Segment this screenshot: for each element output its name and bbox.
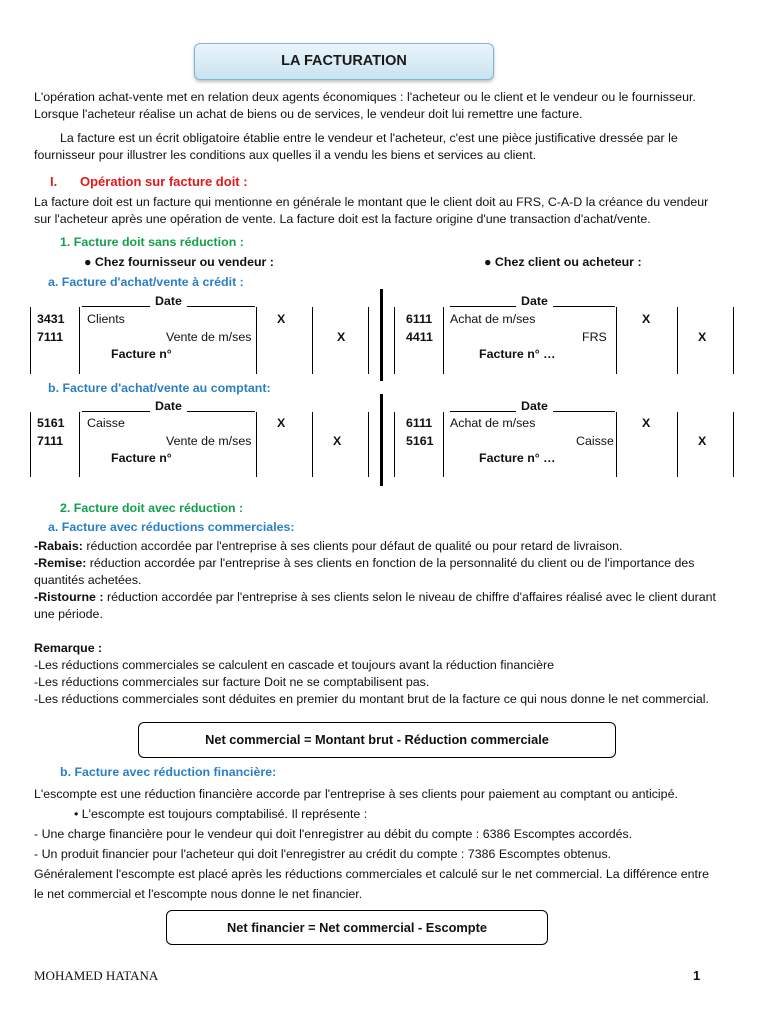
account-number: 6111: [406, 312, 433, 326]
account-label: Clients: [87, 312, 125, 326]
ristourne-line: [34, 589, 746, 606]
text-line: sur l'acheteur après une opération de vente. La facture doit est la facture origine d'une transaction d'achat/vente.: [34, 212, 651, 226]
subheading-credit: a. Facture d'achat/vente à crédit :: [48, 275, 244, 289]
subheading-financial-reduction: b. Facture avec réduction financière:: [60, 765, 277, 779]
journal-date: Date: [155, 399, 182, 413]
amount-mark: X: [698, 330, 707, 344]
remarque-line: -Les réductions commerciales sur facture Doit ne se comptabilisent pas.: [34, 675, 430, 689]
account-number: 7111: [37, 434, 64, 448]
invoice-ref: Facture n°: [111, 347, 172, 361]
amount-mark: X: [277, 416, 286, 430]
amount-mark: X: [642, 312, 651, 326]
amount-mark: X: [642, 416, 651, 430]
account-number: 5161: [406, 434, 434, 448]
amount-mark: X: [277, 312, 286, 326]
escompte-line: le net commercial et l'escompte nous donne le net financier.: [34, 887, 363, 901]
account-number: 6111: [406, 416, 433, 430]
account-number: 4411: [406, 330, 433, 344]
account-label: Achat de m/ses: [450, 312, 536, 326]
text-line: La facture doit est un facture qui mentionne en générale le montant que le client doit au FRS, C-A-D la créance du vendeur: [34, 195, 709, 209]
amount-mark: X: [333, 434, 342, 448]
remarque-title: Remarque :: [34, 641, 103, 655]
escompte-line: - Une charge financière pour le vendeur qui doit l'enregistrer au débit du compte : 6386 Escomptes accordés.: [34, 827, 633, 841]
net-financier-formula: Net financier = Net commercial - Escompte: [166, 910, 548, 945]
term: -Remise:: [34, 556, 87, 570]
escompte-line: - Un produit financier pour l'acheteur qui doit l'enregistrer au crédit du compte : 7386 Escomptes obtenus.: [34, 847, 612, 861]
remarque-line: -Les réductions commerciales se calculent en cascade et toujours avant la réduction financière: [34, 658, 554, 672]
account-label: Vente de m/ses: [166, 434, 252, 448]
intro-line: La facture est un écrit obligatoire établie entre le vendeur et l'acheteur, c'est une pièce justificative dressée par le: [60, 131, 678, 145]
account-label: Caisse: [87, 416, 125, 430]
amount-mark: X: [337, 330, 346, 344]
escompte-line: L'escompte est une réduction financière accorde par l'entreprise à ses clients pour paiement au comptant ou anticipé.: [34, 787, 678, 801]
escompte-line: Généralement l'escompte est placé après les réductions commerciales et calculé sur le net commercial. La différence entre: [34, 867, 709, 881]
journal-date: Date: [155, 294, 182, 308]
net-commercial-formula: Net commercial = Montant brut - Réduction commerciale: [138, 722, 616, 758]
section-1-text: [34, 194, 746, 228]
amount-mark: X: [698, 434, 707, 448]
remise-line: [34, 555, 746, 572]
intro-line: L'opération achat-vente met en relation deux agents économiques : l'acheteur ou le client et le vendeur ou le fournisseur.: [34, 90, 696, 104]
term: -Rabais:: [34, 539, 83, 553]
escompte-bullet: • L'escompte est toujours comptabilisé. Il représente :: [74, 807, 368, 821]
reductions-definitions: [34, 538, 746, 623]
intro-line: fournisseur pour illustrer les conditions aux quelles il a vendu les biens et services au client.: [34, 148, 537, 162]
page-title: LA FACTURATION: [194, 43, 494, 80]
term: -Ristourne :: [34, 590, 104, 604]
rabais-line: [34, 538, 746, 555]
intro-paragraph-2: [34, 130, 746, 164]
escompte-block: [34, 784, 746, 904]
remarque-line: -Les réductions commerciales sont déduites en premier du montant brut de la facture ce qui nous donne le net commercial.: [34, 692, 709, 706]
definition-continued: une période.: [34, 607, 103, 621]
account-label: Vente de m/ses: [166, 330, 252, 344]
definition-continued: quantités achetées.: [34, 573, 142, 587]
account-number: 5161: [37, 416, 65, 430]
subheading-commercial-reductions: a. Facture avec réductions commerciales:: [48, 520, 295, 534]
subheading-without-reduction: 1. Facture doit sans réduction :: [60, 235, 244, 249]
account-number: 3431: [37, 312, 65, 326]
seller-side-label: ● Chez fournisseur ou vendeur :: [84, 255, 274, 269]
definition: réduction accordée par l'entreprise à ses clients pour défaut de qualité ou pour retard de livraison.: [82, 539, 623, 553]
invoice-ref: Facture n° …: [479, 347, 556, 361]
account-label: FRS: [582, 330, 607, 344]
subheading-cash: b. Facture d'achat/vente au comptant:: [48, 381, 271, 395]
journal-date: Date: [521, 399, 548, 413]
invoice-ref: Facture n° …: [479, 451, 556, 465]
definition: réduction accordée par l'entreprise à ses clients selon le niveau de chiffre d'affaires réalisé avec le client durant: [103, 590, 716, 604]
subheading-with-reduction: 2. Facture doit avec réduction :: [60, 501, 244, 515]
buyer-side-label: ● Chez client ou acheteur :: [484, 255, 642, 269]
account-label: Caisse: [576, 434, 614, 448]
section-1-number: I.: [50, 174, 58, 189]
intro-line: Lorsque l'acheteur réalise un achat de biens ou de services, le vendeur doit lui remettre une facture.: [34, 107, 583, 121]
account-label: Achat de m/ses: [450, 416, 536, 430]
invoice-ref: Facture n°: [111, 451, 172, 465]
journal-date: Date: [521, 294, 548, 308]
intro-paragraph-1: [34, 89, 746, 123]
section-1-heading: Opération sur facture doit :: [80, 174, 248, 189]
account-number: 7111: [37, 330, 64, 344]
remarque-block: [34, 640, 746, 708]
footer-author: MOHAMED HATANA: [34, 968, 159, 983]
definition: réduction accordée par l'entreprise à ses clients en fonction de la personnalité du client ou de l'importance des: [86, 556, 695, 570]
page-number: 1: [693, 968, 701, 983]
